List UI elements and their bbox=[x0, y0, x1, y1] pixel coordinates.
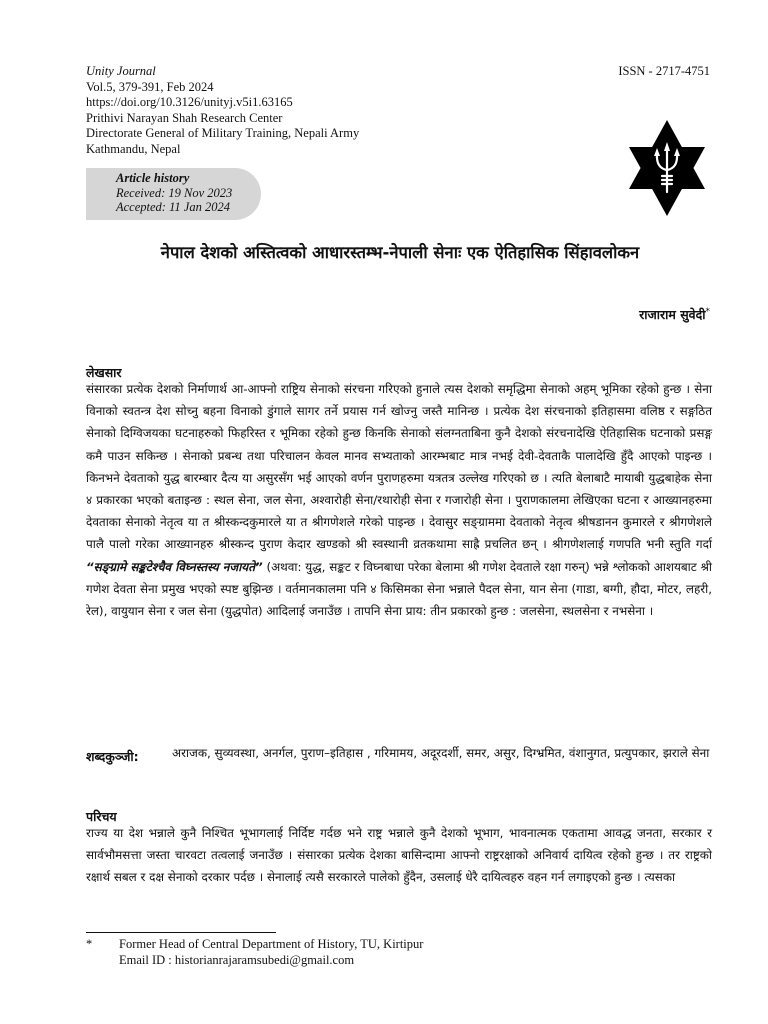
abstract-text-part1: संसारका प्रत्येक देशको निर्माणार्थ आ-आफ्नो राष्ट्रिय सेनाको संरचना गरिएको हुनाले त्यस देशको समृद्धिमा सेनाको अहम् भूमिका रहेको हुन्छ । सेना विनाको स्वतन्त्र देश सोच्नु बहना विनाको डुंगाले सागर तर्ने प्रयास गर्न खोज्नु जस्तै मानिन्छ । प्रत्येक देश संरचनाको इतिहासमा वलिष्ठ र सङ्गठित सेनाको दिग्विजयका घटनाहरुको फिहरिस्त र भूमिका रहेको हुन्छ किनकि सेनाको संलग्नताबिना कुनै देशको संरचनादेखि ऐतिहासिक घटनाको प्रसङ्ग कमै पाउन सकिन्छ । सेनाको प्रबन्ध तथा परिचालन केवल मानव सभ्यताको आरम्भबाट मात्र नभई देवी-देवताकै पालादेखि हुँदै आएको पाइन्छ । किनभने देवताको युद्ध बारम्बार दैत्य या असुरसँग भई आएको वर्णन पुराणहरुमा यत्रतत्र उल्लेख गरिएको छ । त्यति बेलाबाटै मायाबी युद्धबाहेक सेना ४ प्रकारका भएको बताइन्छ : स्थल सेना, जल सेना, अश्वारोही सेना/रथारोही सेना र गजारोही सेना । पुराणकालमा लेखिएका घटना र आख्यानहरुमा देवताका सेनाको नेतृत्व या त श्रीस्कन्दकुमारले या त श्रीगणेशले गरेको पाइन्छ । देवासुर सङ्ग्राममा देवताको नेतृत्व श्रीषडानन कुमारले र श्रीगणेशले पालै पालो गरेका आख्यानहरु श्रीस्कन्द पुराण केदार खण्डको श्री स्वस्थानी व्रतकथामा साह्रै प्रचलित छन् । श्रीगणेशलाई गणपति भनी स्तुति गर्दा bbox=[86, 382, 712, 552]
accepted-date: Accepted: 11 Jan 2024 bbox=[116, 200, 230, 214]
article-title: नेपाल देशको अस्तित्वको आधारस्तम्भ-नेपाली सेनाः एक ऐतिहासिक सिंहावलोकन bbox=[160, 243, 640, 262]
author bbox=[639, 306, 710, 323]
article-history-box bbox=[86, 168, 261, 220]
footnote bbox=[119, 936, 423, 968]
abstract-text-part2: (अथवा: युद्ध, सङ्कट र विघ्नबाधा परेका बेलामा श्री गणेश देवताले रक्षा गरुन्) भन्ने श्लोकको आशयबाट श्री गणेश देवता सेना प्रमुख भएको स्पष्ट बुझिन्छ । वर्तमानकालमा पनि ४ किसिमका सेना भन्नाले पैदल सेना, यान सेना (गाडा, बग्गी, हौदा, मोटर, लहरी, रेल), वायुयान सेना र जल सेना (युद्धपोत) आदिलाई जनाउँछ । तापनि सेना प्राय: तीन प्रकारको हुन्छ : जलसेना, स्थलसेना र नभसेना । bbox=[86, 559, 712, 619]
footnote-mark: * bbox=[86, 937, 93, 951]
army-star-emblem-icon bbox=[621, 118, 713, 218]
received-date: Received: 19 Nov 2023 bbox=[116, 185, 233, 200]
doi-link[interactable]: https://doi.org/10.3126/unityj.v5i1.63165 bbox=[86, 95, 293, 109]
abstract-heading: लेखसार bbox=[86, 365, 122, 380]
abstract-text bbox=[86, 378, 712, 622]
introduction-heading: परिचय bbox=[86, 809, 117, 824]
keywords-label: शब्दकुञ्जी: bbox=[86, 749, 139, 764]
author-position: Former Head of Central Department of History, TU, Kirtipur bbox=[119, 937, 424, 951]
author-name: राजाराम सुवेदी bbox=[639, 307, 706, 322]
location: Kathmandu, Nepal bbox=[86, 141, 181, 156]
journal-name: Unity Journal bbox=[86, 64, 156, 78]
author-footnote-mark: * bbox=[705, 306, 710, 317]
journal-header bbox=[86, 64, 359, 157]
introduction-text: राज्य या देश भन्नाले कुनै निश्चित भूभागलाई निर्दिष्ट गर्दछ भने राष्ट्र भन्नाले कुनै देशको भूभाग, भावनात्मक एकतामा आवद्ध जनता, सरकार र सार्वभौमसत्ता जस्ता चारवटा तत्वलाई जनाउँछ । संसारका प्रत्येक देशका बासिन्दामा आफ्नो राष्ट्ररक्षाको अनिवार्य दायित्व रहेको हुन्छ । तर राष्ट्रको रक्षार्थ सबल र दक्ष सेनाको दरकार पर्दछ । सेनालाई त्यसै सरकारले पालेको हुँदैन, उसलाई धेरै दायित्वहरु वहन गर्न लगाइएको हुन्छ । त्यसका bbox=[86, 826, 712, 885]
issn: ISSN - 2717-4751 bbox=[618, 64, 710, 78]
journal-volume: Vol.5, 379-391, Feb 2024 bbox=[86, 79, 214, 94]
research-center: Prithivi Narayan Shah Research Center bbox=[86, 110, 283, 125]
footnote-divider bbox=[86, 932, 276, 933]
author-email[interactable]: Email ID : historianrajaramsubedi@gmail.com bbox=[119, 953, 355, 967]
directorate: Directorate General of Military Training, Nepali Army bbox=[86, 126, 360, 140]
keywords-list: अराजक, सुव्यवस्था, अनर्गल, पुराण–इतिहास , गरिमामय, अदूरदर्शी, समर, असुर, दिग्भ्रमित, वंशानुगत, प्रत्युपकार, झराले सेना bbox=[172, 746, 710, 760]
article-history-title: Article history bbox=[116, 171, 190, 185]
sanskrit-quote: “सङ्ग्रामे सङ्कटेश्चैव विघ्नस्तस्य नजायते” bbox=[86, 559, 263, 574]
